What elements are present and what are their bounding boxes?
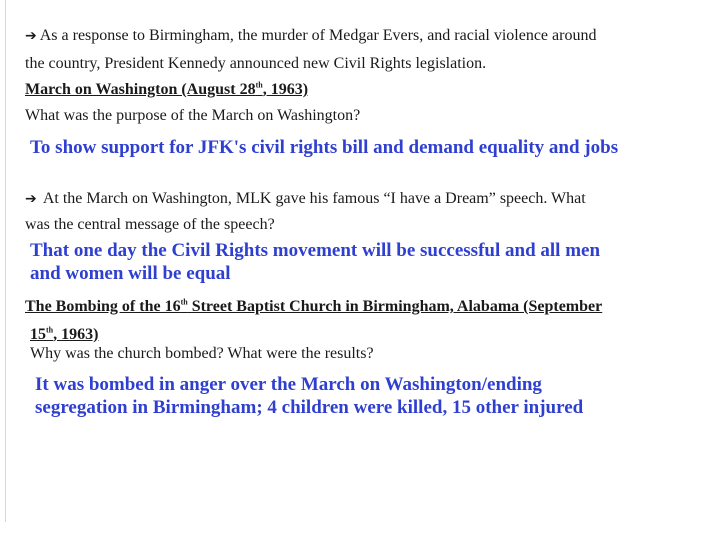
question-3: Why was the church bombed? What were the results? — [30, 345, 374, 362]
bombing-heading-year: , 1963) — [53, 326, 99, 343]
march-heading-sup: th — [255, 80, 263, 90]
answer-2-line-1: That one day the Civil Rights movement will be successful and all men — [30, 240, 601, 261]
answer-3-line-2: segregation in Birmingham; 4 children were killed, 15 other injured — [35, 397, 584, 418]
mlk-text-1: At the March on Washington, MLK gave his famous “I have a Dream” speech. What — [42, 190, 586, 207]
answer-2-line-2: and women will be equal — [30, 263, 231, 284]
intro-line-1 — [25, 26, 596, 46]
mlk-line-2: was the central message of the speech? — [25, 216, 275, 233]
bombing-heading-line-2 — [30, 325, 98, 345]
march-heading-year: , 1963) — [262, 81, 309, 98]
right-arrow-icon: ➔ — [25, 191, 37, 207]
mlk-line-1 — [25, 189, 586, 209]
march-heading — [25, 80, 308, 100]
page-left-border — [5, 0, 6, 522]
bombing-heading-day: 15 — [30, 326, 46, 343]
bombing-heading-sup-2: th — [46, 325, 54, 335]
bombing-heading-rest: Street Baptist Church in Birmingham, Alabama (September — [187, 298, 603, 315]
bombing-heading-sup-1: th — [180, 297, 188, 307]
right-arrow-icon: ➔ — [25, 28, 37, 44]
answer-1: To show support for JFK's civil rights bill and demand equality and jobs — [30, 137, 619, 158]
intro-text-1: As a response to Birmingham, the murder of Medgar Evers, and racial violence around — [39, 27, 597, 44]
question-1: What was the purpose of the March on Washington? — [25, 107, 361, 124]
march-heading-text: March on Washington (August 28 — [25, 81, 256, 98]
bombing-heading-line-1 — [25, 297, 602, 317]
intro-line-2: the country, President Kennedy announced new Civil Rights legislation. — [25, 55, 487, 72]
bombing-heading-text: The Bombing of the 16 — [25, 298, 181, 315]
answer-3-line-1: It was bombed in anger over the March on Washington/ending — [35, 374, 542, 395]
